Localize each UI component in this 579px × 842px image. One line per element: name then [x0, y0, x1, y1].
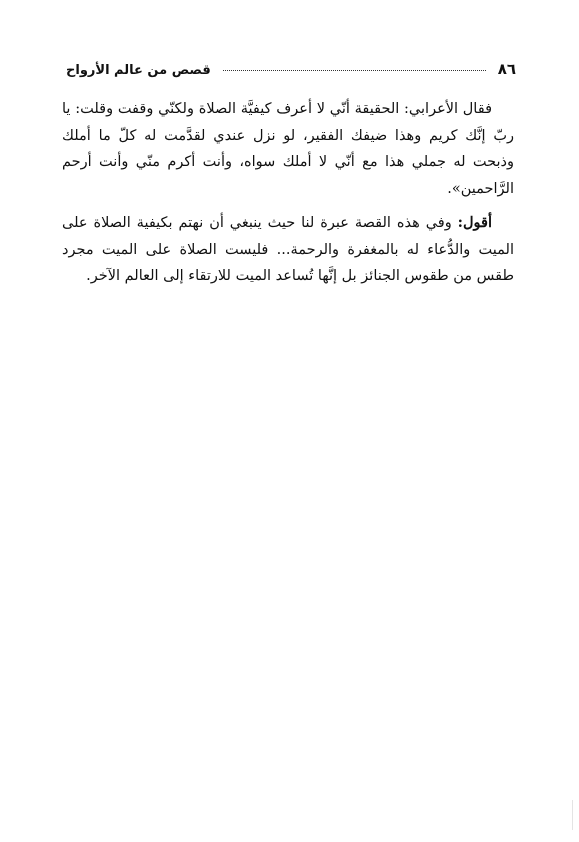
- running-title: قصص من عالم الأرواح: [66, 63, 211, 78]
- body-text: [62, 96, 514, 290]
- paragraph: [62, 96, 514, 202]
- paragraph-text: وفي هذه القصة عبرة لنا حيث ينبغي أن نهتم بكيفية الصلاة على الميت والدُّعاء له بالمغفرة والرحمة... فليست الصلاة على الميت مجرد طقس من طقوس الجنائز بل إنَّها تُساعد الميت للارتقاء إلى العالم الآخر.: [62, 215, 514, 284]
- dotted-leader: [223, 60, 486, 71]
- paragraph: [62, 210, 514, 290]
- paragraph-lead: أقول:: [457, 214, 492, 231]
- page-number: ٨٦: [497, 60, 516, 78]
- paragraph-text: فقال الأعرابي: الحقيقة أنّي لا أعرف كيفيَّة الصلاة ولكنّي وقفت وقلت: يا ربّ إنَّك كريم وهذا ضيفك الفقير، لو نزل عندي لقدَّمت له كلّ ما أملك وذبحت له جملي هذا مع أنّي لا أملك سواه، وأنت أكرم منّي وأنت أرحم الرَّاحمين».: [62, 101, 514, 197]
- scan-edge-mark: [572, 800, 573, 830]
- page-header: [66, 60, 516, 82]
